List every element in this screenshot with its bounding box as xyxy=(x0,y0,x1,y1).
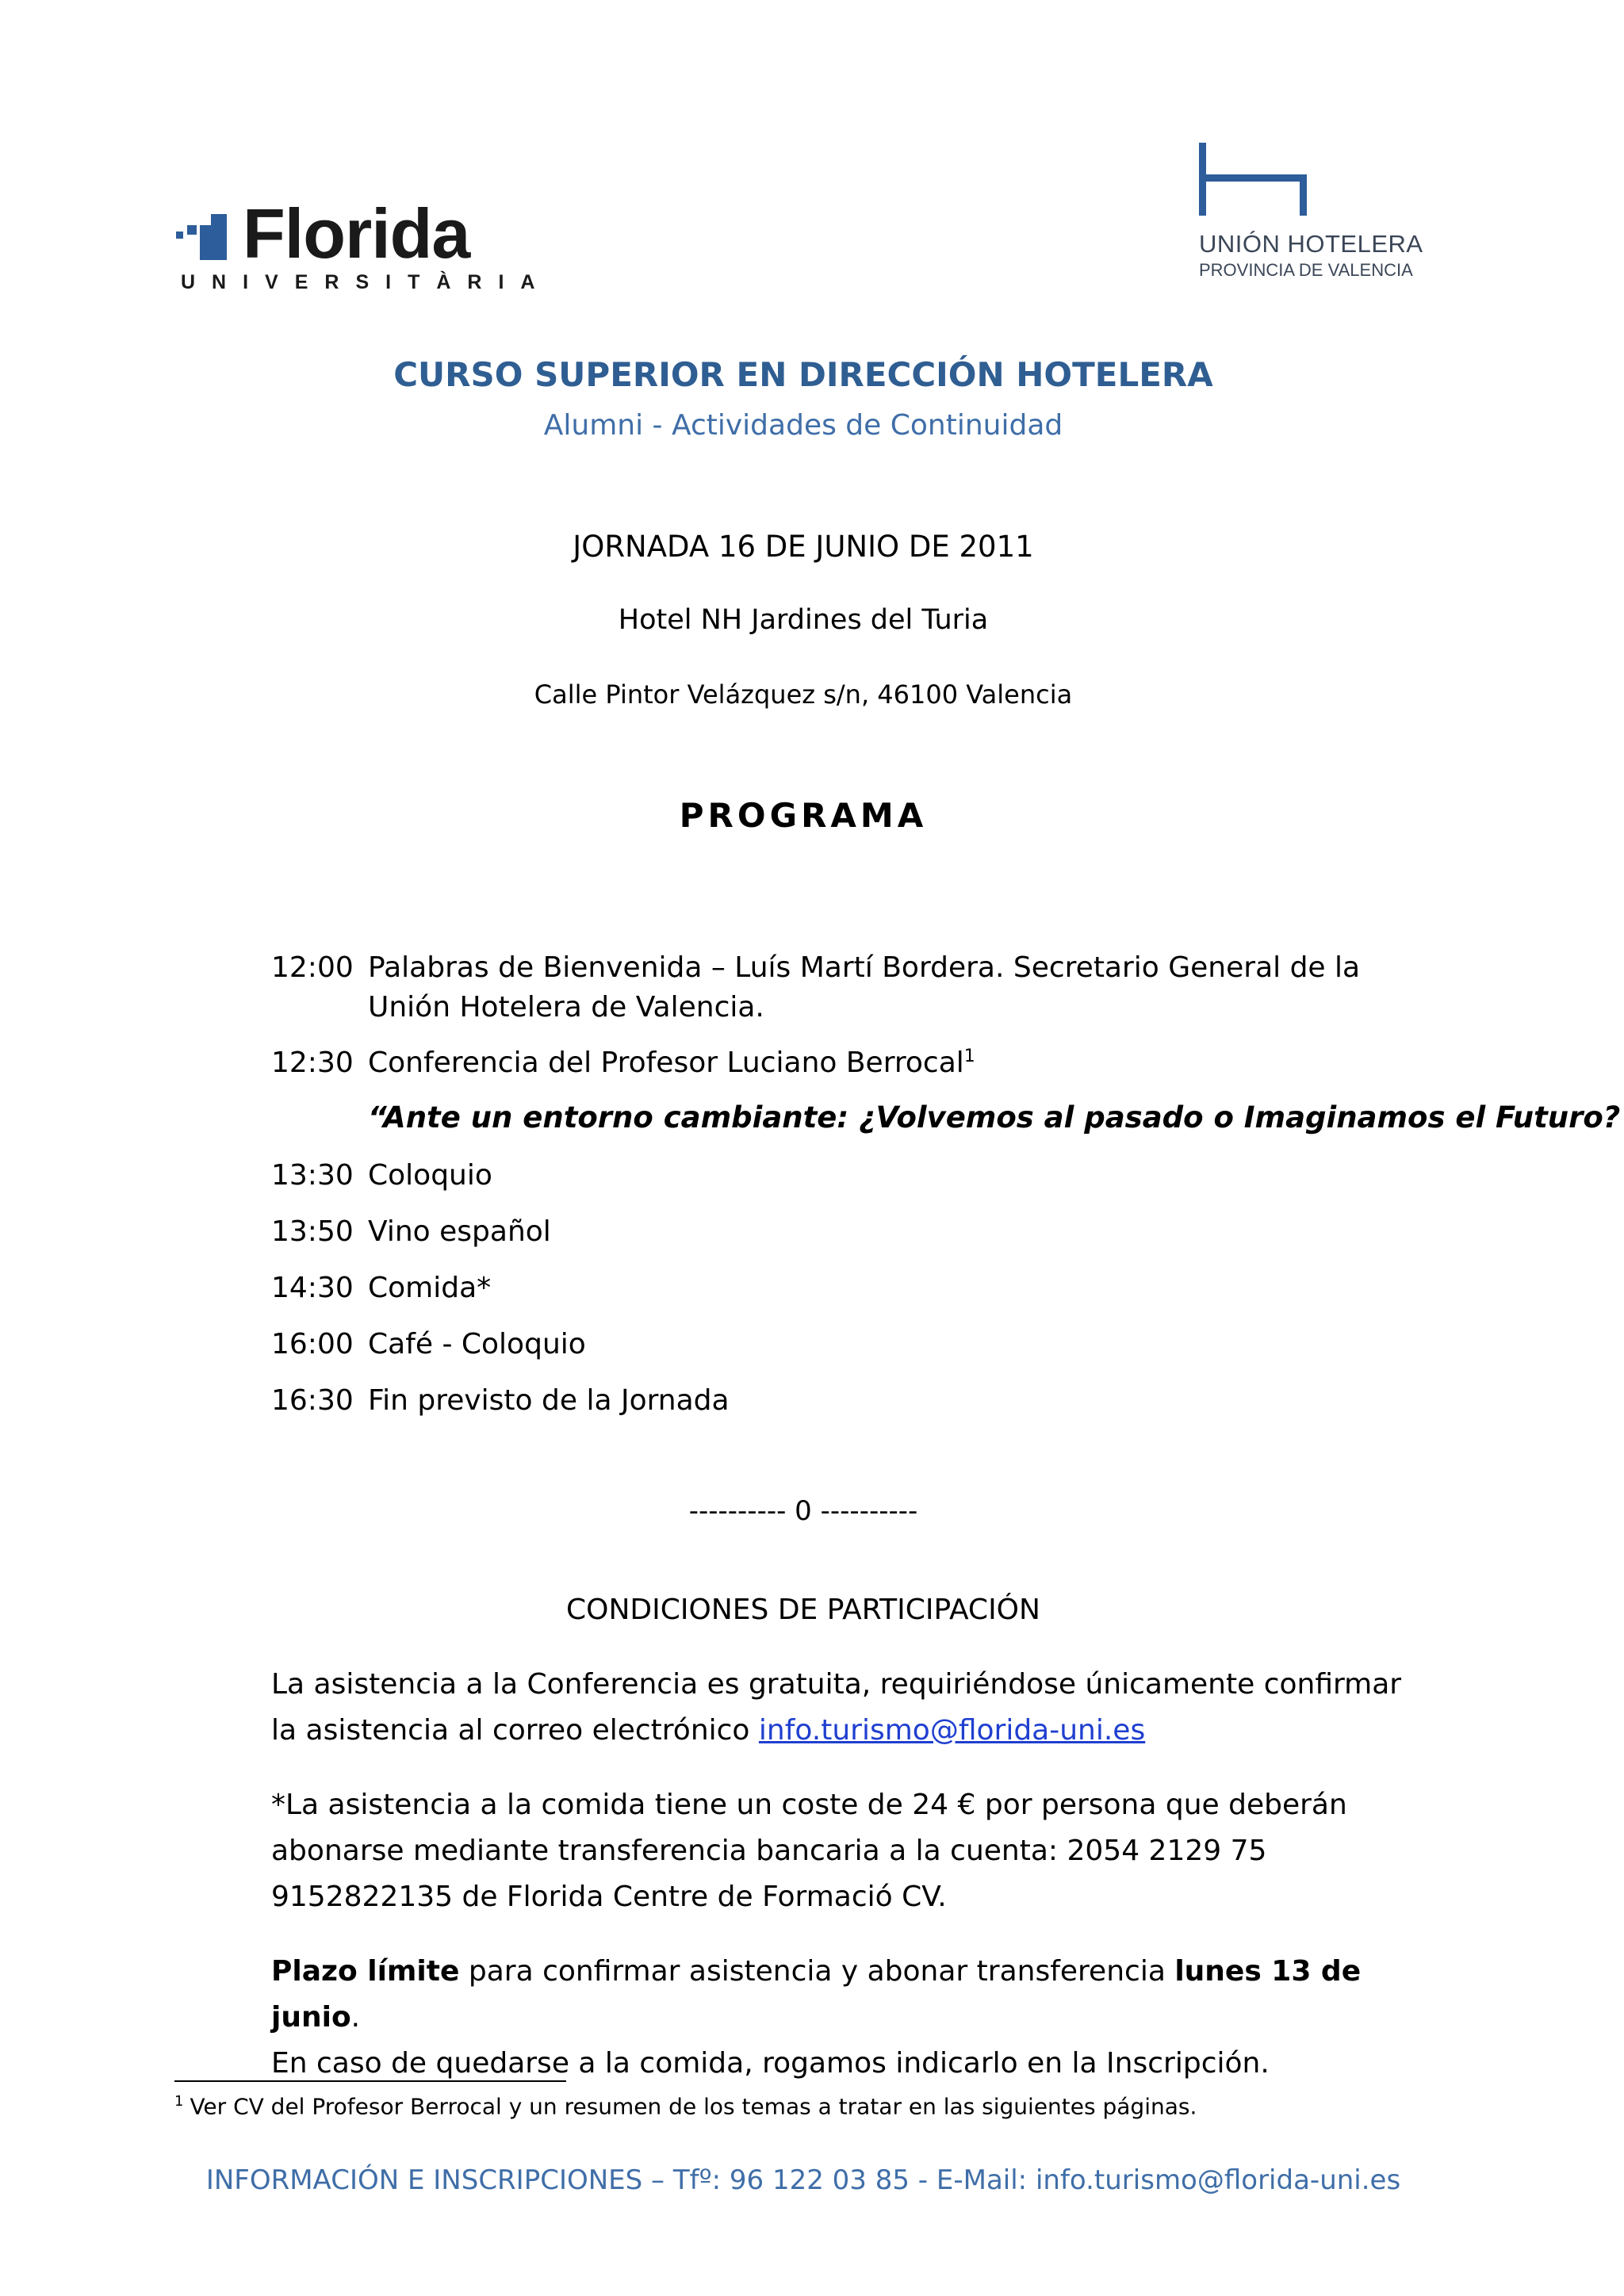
program-time: 12:30 xyxy=(271,1047,354,1079)
program-time: 13:30 xyxy=(271,1159,354,1192)
event-date: JORNADA 16 DE JUNIO DE 2011 xyxy=(573,530,1034,564)
footnote-reference[interactable]: 1 xyxy=(963,1047,975,1066)
conference-title-quote: “Ante un entorno cambiante: ¿Volvemos al pasado o Imaginamos el Futuro? xyxy=(368,1100,1621,1135)
program-text: Comida* xyxy=(368,1272,492,1304)
program-time: 14:30 xyxy=(271,1272,354,1304)
program-text: Café - Coloquio xyxy=(368,1328,586,1360)
program-text-line2: Unión Hotelera de Valencia. xyxy=(368,991,764,1024)
conditions-paragraph-deadline xyxy=(271,1949,1413,2087)
conditions-paragraph-free xyxy=(271,1662,1413,1754)
event-address: Calle Pintor Velázquez s/n, 46100 Valencia xyxy=(534,679,1073,710)
lunch-note: En caso de quedarse a la comida, rogamos indicarlo en la Inscripción. xyxy=(271,2047,1270,2080)
course-title: CURSO SUPERIOR EN DIRECCIÓN HOTELERA xyxy=(393,355,1213,394)
program-time: 16:00 xyxy=(271,1328,354,1360)
conditions-free-text: La asistencia a la Conferencia es gratuita, requiriéndose únicamente confirmar la asistencia al correo electrónico xyxy=(271,1668,1402,1747)
union-hotelera-subtitle: PROVINCIA DE VALENCIA xyxy=(1199,260,1413,280)
florida-logo-text: Florida xyxy=(243,194,470,273)
program-text: Vino español xyxy=(368,1215,551,1248)
footnote-mark: 1 xyxy=(174,2093,184,2110)
program-text: Coloquio xyxy=(368,1159,492,1192)
florida-mark-icon xyxy=(176,208,232,263)
deadline-date: lunes 13 de junio xyxy=(271,1955,1362,2034)
program-text: Fin previsto de la Jornada xyxy=(368,1384,730,1417)
event-venue: Hotel NH Jardines del Turia xyxy=(618,604,989,636)
florida-universitaria-logo xyxy=(176,194,552,293)
program-text xyxy=(368,1043,1494,1083)
footnote-divider xyxy=(174,2080,566,2082)
course-subtitle: Alumni - Actividades de Continuidad xyxy=(543,409,1063,442)
programa-heading: PROGRAMA xyxy=(679,796,928,835)
union-hotelera-title: UNIÓN HOTELERA xyxy=(1199,230,1423,258)
conditions-heading: CONDICIONES DE PARTICIPACIÓN xyxy=(566,1594,1040,1626)
union-hotelera-mark-icon xyxy=(1199,143,1310,216)
footnote xyxy=(174,2093,1197,2119)
program-text-line1: Conferencia del Profesor Luciano Berrocal xyxy=(368,1047,964,1079)
section-separator: ---------- 0 ---------- xyxy=(688,1495,918,1527)
footer-contact-info: INFORMACIÓN E INSCRIPCIONES – Tfº: 96 122 03 85 - E-Mail: info.turismo@florida-uni.es xyxy=(205,2164,1401,2196)
footnote-text: Ver CV del Profesor Berrocal y un resumen de los temas a tratar en las siguientes páginas. xyxy=(190,2093,1197,2120)
conditions-paragraph-lunch: *La asistencia a la comida tiene un coste de 24 € por persona que deberán abonarse mediante transferencia bancaria a la cuenta: 2054 2129 75 9152822135 de Florida Centre de Formació CV. xyxy=(271,1789,1347,1913)
deadline-label: Plazo límite xyxy=(271,1955,460,1988)
florida-logo-subtitle: UNIVERSITÀRIA xyxy=(181,271,552,293)
program-text xyxy=(368,948,1494,1027)
program-text-line1: Palabras de Bienvenida – Luís Martí Bordera. Secretario General de la xyxy=(368,951,1361,984)
deadline-end: . xyxy=(350,2001,361,2034)
program-time: 16:30 xyxy=(271,1384,354,1417)
program-time: 12:00 xyxy=(271,951,354,984)
union-hotelera-logo xyxy=(1189,143,1427,285)
deadline-text: para confirmar asistencia y abonar transferencia xyxy=(459,1955,1175,1988)
program-time: 13:50 xyxy=(271,1215,354,1248)
email-link[interactable]: info.turismo@florida-uni.es xyxy=(758,1714,1146,1747)
